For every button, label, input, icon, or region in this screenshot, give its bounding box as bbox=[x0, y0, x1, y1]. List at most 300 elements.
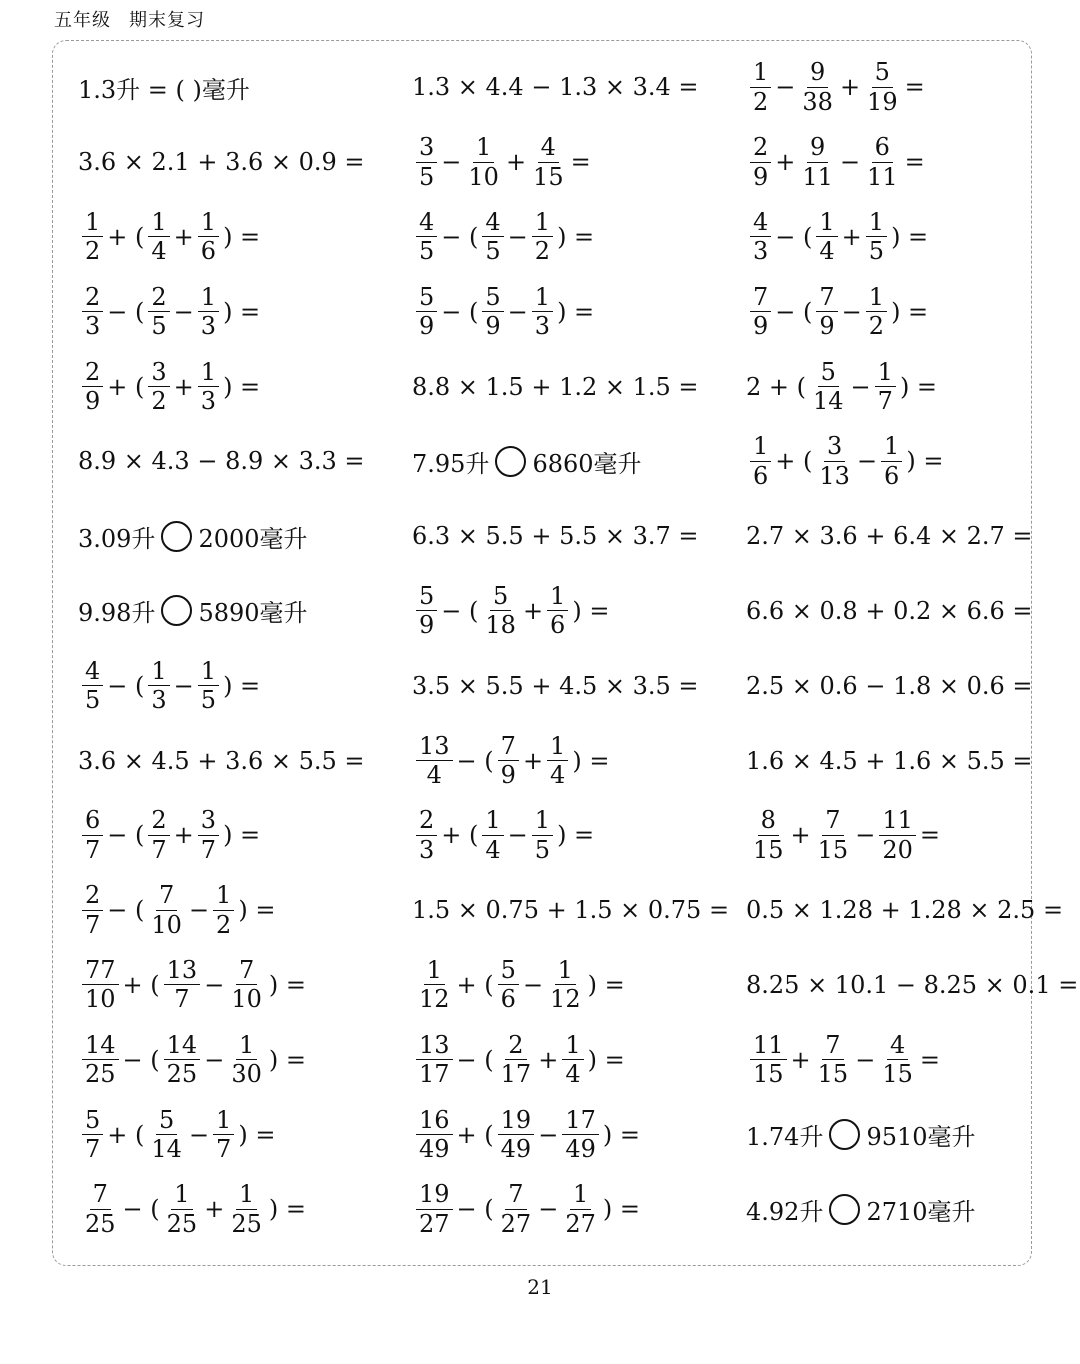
numerator: 1 bbox=[482, 808, 503, 835]
expression-text: ) = bbox=[557, 821, 595, 850]
numerator: 1 bbox=[148, 210, 169, 237]
expression-text: − bbox=[188, 896, 210, 925]
fraction bbox=[416, 135, 437, 189]
problem bbox=[746, 499, 1040, 574]
numerator: 17 bbox=[562, 1108, 599, 1135]
problem bbox=[746, 1097, 1040, 1172]
problem bbox=[412, 723, 746, 798]
fraction bbox=[816, 282, 837, 341]
denominator: 2 bbox=[868, 312, 885, 341]
denominator: 15 bbox=[882, 1060, 913, 1089]
expression-text: 5890毫升 bbox=[198, 599, 308, 628]
numerator: 2 bbox=[148, 285, 169, 312]
problem bbox=[746, 574, 1040, 649]
numerator: 5 bbox=[416, 285, 437, 312]
denominator: 2 bbox=[216, 910, 232, 939]
expression-text: 7.95升 bbox=[412, 449, 490, 478]
denominator: 10 bbox=[231, 985, 262, 1014]
denominator: 9 bbox=[419, 312, 435, 341]
fraction bbox=[482, 808, 503, 862]
fraction bbox=[465, 135, 502, 189]
numerator: 1 bbox=[875, 360, 896, 387]
denominator: 15 bbox=[817, 835, 849, 864]
numerator: 5 bbox=[482, 285, 503, 312]
problem bbox=[78, 1172, 412, 1247]
denominator: 3 bbox=[200, 387, 217, 416]
numerator: 3 bbox=[198, 808, 219, 835]
fraction bbox=[562, 1105, 599, 1164]
fraction bbox=[750, 282, 771, 341]
numerator: 2 bbox=[82, 883, 103, 910]
denominator: 6 bbox=[753, 461, 769, 490]
numerator: 5 bbox=[818, 360, 839, 387]
expression-text: − ( bbox=[122, 1195, 160, 1224]
expression-text: + ( bbox=[122, 970, 160, 999]
problem bbox=[78, 798, 412, 873]
denominator: 27 bbox=[419, 1209, 450, 1238]
numerator: 7 bbox=[750, 285, 771, 312]
fraction bbox=[148, 656, 169, 715]
problem bbox=[412, 873, 746, 948]
expression-text: ) = bbox=[268, 1045, 306, 1074]
denominator: 38 bbox=[802, 87, 833, 116]
problem bbox=[78, 648, 412, 723]
denominator: 13 bbox=[819, 461, 850, 490]
numerator: 5 bbox=[82, 1108, 103, 1135]
numerator: 1 bbox=[562, 1033, 583, 1060]
denominator: 7 bbox=[85, 910, 101, 939]
denominator: 15 bbox=[533, 162, 564, 191]
fraction bbox=[498, 1030, 535, 1089]
numerator: 11 bbox=[879, 808, 916, 835]
numerator: 5 bbox=[156, 1108, 177, 1135]
fraction bbox=[148, 808, 169, 862]
fraction bbox=[228, 1182, 265, 1236]
numerator: 14 bbox=[82, 1033, 119, 1060]
expression-text: 3.6 × 4.5 + 3.6 × 5.5 = bbox=[78, 746, 365, 775]
expression-text: + bbox=[790, 1045, 811, 1074]
expression-text: 1.6 × 4.5 + 1.6 × 5.5 = bbox=[746, 746, 1033, 775]
problem bbox=[746, 723, 1040, 798]
fraction bbox=[866, 282, 887, 341]
denominator: 7 bbox=[151, 835, 167, 864]
expression-text: − bbox=[441, 148, 462, 177]
expression-text: 8.8 × 1.5 + 1.2 × 1.5 = bbox=[412, 372, 699, 401]
numerator: 16 bbox=[416, 1108, 453, 1135]
fraction bbox=[498, 1105, 535, 1164]
problem bbox=[746, 200, 1040, 275]
expression-text: − bbox=[204, 970, 225, 999]
numerator: 7 bbox=[236, 958, 257, 985]
problem bbox=[78, 349, 412, 424]
numerator: 4 bbox=[482, 210, 503, 237]
numerator: 1 bbox=[881, 434, 902, 461]
numerator: 6 bbox=[82, 808, 103, 835]
denominator: 4 bbox=[550, 761, 566, 790]
numerator: 14 bbox=[164, 1033, 201, 1060]
fraction bbox=[810, 357, 847, 416]
denominator: 49 bbox=[419, 1135, 450, 1164]
fraction bbox=[164, 1030, 201, 1089]
numerator: 7 bbox=[505, 1182, 526, 1209]
denominator: 5 bbox=[419, 162, 435, 191]
denominator: 4 bbox=[565, 1060, 581, 1089]
problem bbox=[746, 873, 1064, 948]
problem bbox=[412, 424, 746, 499]
numerator: 3 bbox=[416, 135, 437, 162]
fraction bbox=[198, 282, 219, 341]
fraction bbox=[750, 210, 771, 264]
expression-text: ) = bbox=[238, 1120, 276, 1149]
numerator: 3 bbox=[824, 434, 845, 461]
denominator: 6 bbox=[500, 985, 516, 1014]
fraction bbox=[148, 282, 169, 341]
denominator: 5 bbox=[151, 312, 167, 341]
fraction bbox=[482, 584, 519, 638]
problem bbox=[78, 723, 412, 798]
numerator: 1 bbox=[570, 1182, 591, 1209]
expression-text: − bbox=[507, 297, 528, 326]
numerator: 1 bbox=[213, 1108, 234, 1135]
numerator: 1 bbox=[866, 285, 887, 312]
numerator: 2 bbox=[750, 135, 771, 162]
expression-text: − bbox=[538, 1195, 559, 1224]
expression-text: − bbox=[522, 970, 544, 999]
fraction bbox=[532, 210, 553, 264]
fraction bbox=[750, 1030, 787, 1089]
fraction bbox=[148, 210, 169, 264]
fraction bbox=[864, 135, 901, 189]
problem bbox=[412, 499, 746, 574]
problem bbox=[78, 200, 412, 275]
problem bbox=[412, 200, 746, 275]
expression-text: 6.6 × 0.8 + 0.2 × 6.6 = bbox=[746, 596, 1033, 625]
numerator: 4 bbox=[82, 659, 103, 686]
problem-grid bbox=[78, 50, 1079, 1247]
problem bbox=[78, 873, 412, 948]
problem bbox=[78, 424, 412, 499]
expression-text: ) = bbox=[223, 372, 261, 401]
expression-text: + ( bbox=[775, 447, 813, 476]
fraction bbox=[416, 1182, 453, 1236]
expression-text: 2 + ( bbox=[746, 372, 806, 401]
numerator: 1 bbox=[171, 1182, 192, 1209]
header-title: 期末复习 bbox=[129, 10, 205, 31]
expression-text: 6860毫升 bbox=[532, 449, 642, 478]
grade-label: 五年级 bbox=[54, 10, 111, 31]
expression-text: − bbox=[173, 297, 194, 326]
problem bbox=[412, 798, 746, 873]
expression-text: + bbox=[505, 148, 527, 177]
expression-text: − ( bbox=[775, 297, 813, 326]
denominator: 9 bbox=[485, 312, 501, 341]
numerator: 13 bbox=[416, 1033, 453, 1060]
expression-text: ) = bbox=[238, 896, 276, 925]
expression-text: 2.5 × 0.6 − 1.8 × 0.6 = bbox=[746, 671, 1033, 700]
problem bbox=[78, 125, 412, 200]
expression-text: − ( bbox=[456, 746, 494, 775]
numerator: 1 bbox=[236, 1182, 257, 1209]
page-header bbox=[54, 6, 205, 32]
numerator: 1 bbox=[547, 734, 568, 761]
expression-text: ) = bbox=[906, 447, 944, 476]
numerator: 1 bbox=[750, 60, 771, 87]
fraction bbox=[547, 584, 568, 638]
expression-text: 1.74升 bbox=[746, 1123, 824, 1152]
fraction bbox=[866, 210, 887, 264]
denominator: 20 bbox=[882, 835, 913, 864]
comparison-circle bbox=[161, 521, 192, 552]
expression-text: ) = bbox=[602, 1120, 640, 1149]
fraction bbox=[498, 1182, 535, 1236]
numerator: 1 bbox=[424, 958, 445, 985]
numerator: 7 bbox=[156, 883, 177, 910]
numerator: 7 bbox=[816, 285, 837, 312]
denominator: 15 bbox=[817, 1060, 849, 1089]
expression-text: + ( bbox=[456, 970, 494, 999]
numerator: 5 bbox=[416, 584, 437, 611]
denominator: 5 bbox=[200, 686, 217, 715]
denominator: 4 bbox=[426, 761, 442, 790]
numerator: 1 bbox=[198, 210, 219, 237]
problem bbox=[746, 1172, 1040, 1247]
fraction bbox=[482, 210, 503, 264]
fraction bbox=[750, 434, 771, 488]
denominator: 25 bbox=[166, 1060, 198, 1089]
expression-text: − ( bbox=[441, 222, 479, 251]
fraction bbox=[82, 1105, 103, 1164]
expression-text: − ( bbox=[441, 596, 479, 625]
fraction bbox=[416, 282, 437, 341]
numerator: 1 bbox=[532, 285, 553, 312]
denominator: 17 bbox=[419, 1060, 450, 1089]
expression-text: + ( bbox=[456, 1120, 494, 1149]
denominator: 7 bbox=[877, 387, 893, 416]
expression-text: 0.5 × 1.28 + 1.28 × 2.5 = bbox=[746, 896, 1064, 925]
numerator: 1 bbox=[532, 210, 553, 237]
numerator: 7 bbox=[822, 1033, 843, 1060]
denominator: 9 bbox=[419, 611, 435, 640]
expression-text: 8.25 × 10.1 − 8.25 × 0.1 = bbox=[746, 970, 1079, 999]
denominator: 3 bbox=[151, 686, 167, 715]
numerator: 1 bbox=[750, 434, 771, 461]
fraction bbox=[82, 808, 103, 862]
expression-text: + bbox=[839, 73, 861, 102]
fraction bbox=[879, 808, 916, 862]
fraction bbox=[198, 808, 219, 862]
denominator: 7 bbox=[174, 985, 190, 1014]
denominator: 9 bbox=[819, 312, 835, 341]
numerator: 4 bbox=[538, 135, 559, 162]
fraction bbox=[816, 434, 853, 488]
fraction bbox=[562, 1030, 583, 1089]
problem bbox=[746, 274, 1040, 349]
fraction bbox=[530, 135, 567, 189]
expression-text: 4.92升 bbox=[746, 1197, 824, 1226]
expression-text: − ( bbox=[107, 896, 145, 925]
numerator: 7 bbox=[822, 808, 843, 835]
expression-text: 8.9 × 4.3 − 8.9 × 3.3 = bbox=[78, 447, 365, 476]
expression-text: + bbox=[173, 372, 194, 401]
problem bbox=[746, 349, 1040, 424]
expression-text: 9.98升 bbox=[78, 599, 156, 628]
fraction bbox=[532, 808, 553, 862]
denominator: 6 bbox=[550, 611, 566, 640]
expression-text: − bbox=[538, 1120, 559, 1149]
denominator: 10 bbox=[468, 162, 499, 191]
denominator: 5 bbox=[534, 835, 551, 864]
denominator: 2 bbox=[151, 387, 167, 416]
expression-text: + bbox=[522, 596, 544, 625]
expression-text: 6.3 × 5.5 + 5.5 × 3.7 = bbox=[412, 522, 699, 551]
denominator: 7 bbox=[216, 1135, 232, 1164]
problem bbox=[78, 274, 412, 349]
expression-text: ) = bbox=[572, 596, 610, 625]
fraction bbox=[82, 1030, 119, 1089]
numerator: 19 bbox=[498, 1108, 535, 1135]
fraction bbox=[562, 1182, 599, 1236]
denominator: 25 bbox=[231, 1209, 262, 1238]
expression-text: + bbox=[538, 1045, 559, 1074]
fraction bbox=[82, 883, 103, 937]
fraction bbox=[148, 357, 169, 416]
problem bbox=[746, 1022, 1040, 1097]
problem bbox=[412, 1097, 746, 1172]
numerator: 1 bbox=[816, 210, 837, 237]
problem bbox=[412, 125, 746, 200]
problem bbox=[412, 948, 746, 1023]
expression-text: + ( bbox=[441, 821, 479, 850]
expression-text: + bbox=[522, 746, 544, 775]
problem bbox=[412, 274, 746, 349]
numerator: 7 bbox=[498, 734, 519, 761]
expression-text: ) = bbox=[557, 297, 595, 326]
fraction bbox=[498, 731, 519, 790]
problem bbox=[412, 1022, 746, 1097]
expression-text: = bbox=[919, 1045, 940, 1074]
denominator: 5 bbox=[868, 237, 885, 266]
denominator: 12 bbox=[550, 985, 581, 1014]
numerator: 2 bbox=[505, 1033, 526, 1060]
expression-text: ) = bbox=[899, 372, 938, 401]
denominator: 2 bbox=[753, 87, 769, 116]
expression-text: ) = bbox=[268, 970, 306, 999]
expression-text: ) = bbox=[557, 222, 595, 251]
numerator: 9 bbox=[807, 135, 828, 162]
expression-text: + bbox=[204, 1195, 225, 1224]
problem bbox=[746, 948, 1079, 1023]
expression-text: − bbox=[839, 148, 861, 177]
numerator: 19 bbox=[416, 1182, 453, 1209]
problem bbox=[78, 1097, 412, 1172]
fraction bbox=[164, 955, 201, 1014]
fraction bbox=[815, 808, 852, 862]
fraction bbox=[799, 135, 836, 189]
denominator: 25 bbox=[85, 1060, 116, 1089]
denominator: 7 bbox=[85, 835, 101, 864]
numerator: 4 bbox=[750, 210, 771, 237]
fraction bbox=[879, 1030, 916, 1089]
denominator: 15 bbox=[753, 1060, 784, 1089]
fraction bbox=[198, 210, 219, 264]
numerator: 5 bbox=[872, 60, 893, 87]
expression-text: − ( bbox=[122, 1045, 160, 1074]
expression-text: ) = bbox=[223, 222, 261, 251]
numerator: 11 bbox=[750, 1033, 787, 1060]
expression-text: ) = bbox=[587, 1045, 625, 1074]
fraction bbox=[228, 1030, 265, 1089]
numerator: 2 bbox=[82, 360, 103, 387]
expression-text: ) = bbox=[268, 1195, 306, 1224]
expression-text: ) = bbox=[891, 297, 929, 326]
expression-text: 3.6 × 2.1 + 3.6 × 0.9 = bbox=[78, 148, 365, 177]
expression-text: − ( bbox=[456, 1045, 494, 1074]
denominator: 7 bbox=[200, 835, 217, 864]
numerator: 1 bbox=[866, 210, 887, 237]
problem bbox=[78, 574, 412, 649]
denominator: 3 bbox=[534, 312, 551, 341]
denominator: 25 bbox=[85, 1209, 116, 1238]
expression-text: − bbox=[507, 821, 528, 850]
expression-text: + bbox=[790, 821, 811, 850]
expression-text: − ( bbox=[107, 671, 145, 700]
expression-text: − bbox=[204, 1045, 225, 1074]
expression-text: − bbox=[855, 1045, 876, 1074]
denominator: 15 bbox=[753, 835, 784, 864]
numerator: 13 bbox=[416, 734, 453, 761]
denominator: 9 bbox=[753, 312, 769, 341]
fraction bbox=[416, 584, 437, 638]
numerator: 7 bbox=[90, 1182, 111, 1209]
denominator: 2 bbox=[534, 237, 551, 266]
denominator: 10 bbox=[85, 985, 116, 1014]
problem bbox=[78, 1022, 412, 1097]
problem bbox=[746, 125, 1040, 200]
fraction bbox=[498, 955, 519, 1014]
expression-text: = bbox=[904, 148, 925, 177]
problem bbox=[78, 50, 412, 125]
expression-text: + bbox=[173, 222, 194, 251]
fraction bbox=[82, 357, 103, 416]
denominator: 9 bbox=[500, 761, 516, 790]
denominator: 7 bbox=[85, 1135, 101, 1164]
denominator: 11 bbox=[802, 162, 833, 191]
expression-text: 3.09升 bbox=[78, 524, 156, 553]
expression-text: − ( bbox=[107, 297, 145, 326]
numerator: 9 bbox=[807, 60, 828, 87]
numerator: 1 bbox=[473, 135, 494, 162]
fraction bbox=[148, 883, 185, 937]
fraction bbox=[416, 210, 437, 264]
numerator: 4 bbox=[887, 1033, 908, 1060]
problem bbox=[412, 349, 746, 424]
problem bbox=[746, 424, 1040, 499]
fraction bbox=[82, 1182, 119, 1236]
expression-text: − bbox=[188, 1120, 210, 1149]
expression-text: = bbox=[919, 821, 940, 850]
fraction bbox=[816, 210, 837, 264]
denominator: 3 bbox=[85, 312, 101, 341]
denominator: 49 bbox=[500, 1135, 532, 1164]
fraction bbox=[864, 60, 901, 114]
problem bbox=[412, 50, 746, 125]
denominator: 14 bbox=[151, 1135, 182, 1164]
denominator: 11 bbox=[867, 162, 898, 191]
fraction bbox=[198, 357, 219, 416]
fraction bbox=[416, 1030, 453, 1089]
expression-text: ) = bbox=[891, 222, 929, 251]
numerator: 1 bbox=[547, 584, 568, 611]
